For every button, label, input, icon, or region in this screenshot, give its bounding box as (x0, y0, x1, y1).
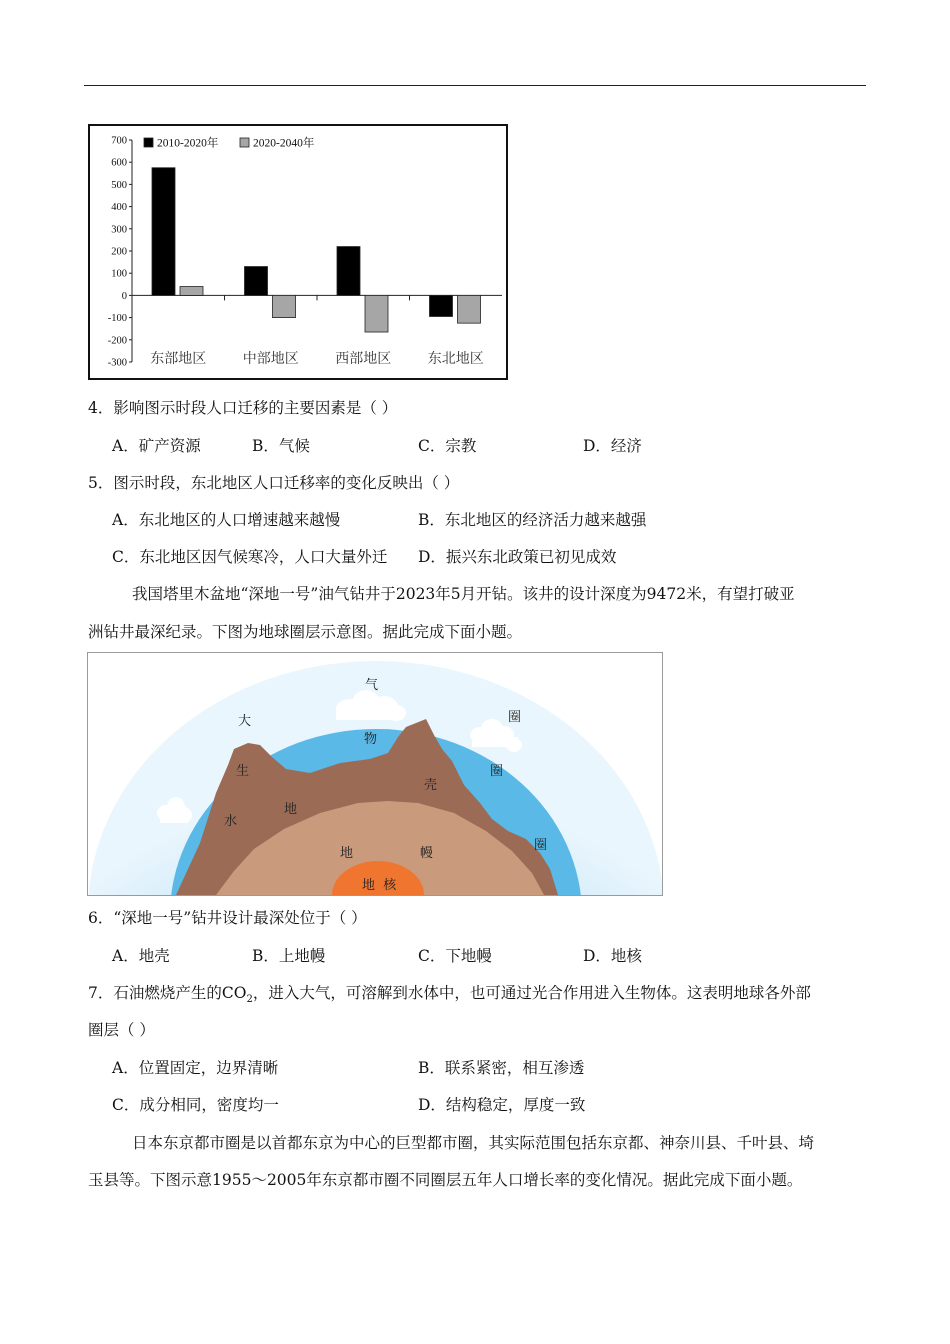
bar-series2 (458, 295, 481, 323)
q6-option-c[interactable]: C．下地幔 (418, 947, 492, 965)
q5-option-c[interactable]: C．东北地区因气候寒冷，人口大量外迁 (112, 548, 388, 566)
earth-spheres-canvas (88, 653, 662, 895)
chart-canvas (90, 126, 506, 378)
y-tick-label: 400 (111, 202, 127, 214)
passage-1-line-2: 洲钻井最深纪录。下图为地球圈层示意图。据此完成下面小题。 (88, 623, 523, 641)
y-tick-label: -300 (107, 357, 127, 369)
q4-option-d[interactable]: D．经济 (583, 437, 642, 455)
q7-option-d[interactable]: D．结构稳定，厚度一致 (418, 1096, 586, 1114)
legend-label: 2020-2040年 (253, 137, 315, 150)
label-core: 地 核 (362, 878, 397, 893)
y-tick-label: 100 (111, 268, 127, 280)
y-tick-label: 600 (111, 157, 127, 169)
legend-swatch (144, 138, 153, 147)
q5-option-a[interactable]: A．东北地区的人口增速越来越慢 (112, 511, 341, 529)
bar-series2 (365, 295, 388, 332)
q5-option-d[interactable]: D．振兴东北政策已初见成效 (418, 548, 617, 566)
q7-option-a[interactable]: A．位置固定，边界清晰 (112, 1059, 279, 1077)
q7-stem-subscript: 2 (246, 994, 253, 1006)
bar-series1 (152, 168, 175, 296)
bar-series2 (180, 287, 203, 296)
category-label: 中部地区 (242, 351, 299, 367)
label-da: 大 (238, 714, 252, 729)
label-quan2: 圈 (490, 764, 504, 779)
earth-spheres-diagram (87, 652, 663, 896)
q4-stem: 4．影响图示时段人口迁移的主要因素是（ ） (88, 399, 398, 417)
legend-swatch (240, 138, 249, 147)
category-label: 东北地区 (427, 351, 484, 367)
y-tick-label: 500 (111, 179, 127, 191)
passage-1-line-1: 我国塔里木盆地“深地一号”油气钻井于2023年5月开钻。该井的设计深度为9472米，有望打破亚 (132, 585, 795, 603)
bar-series1 (337, 247, 360, 296)
q6-option-d[interactable]: D．地核 (583, 947, 642, 965)
label-ke: 壳 (424, 778, 438, 793)
q5-option-b[interactable]: B．东北地区的经济活力越来越强 (418, 511, 647, 529)
passage-2-line-2: 玉县等。下图示意1955～2005年东京都市圈不同圈层五年人口增长率的变化情况。据此完成下面小题。 (88, 1171, 803, 1189)
label-di1: 地 (284, 802, 298, 817)
q6-option-a[interactable]: A．地壳 (112, 947, 170, 965)
y-tick-label: 700 (111, 135, 127, 147)
label-wu: 物 (364, 732, 378, 747)
passage-2-line-1: 日本东京都市圈是以首都东京为中心的巨型都市圈，其实际范围包括东京都、神奈川县、千叶县、埼 (132, 1134, 815, 1152)
legend-label: 2010-2020年 (157, 137, 219, 150)
y-tick-label: 300 (111, 224, 127, 236)
q4-option-a[interactable]: A．矿产资源 (112, 437, 201, 455)
header-rule (84, 85, 866, 86)
category-label: 东部地区 (150, 351, 207, 367)
label-quan3: 圈 (534, 838, 548, 853)
q4-option-c[interactable]: C．宗教 (418, 437, 477, 455)
label-quan1: 圈 (508, 710, 522, 725)
label-man: 幔 (420, 846, 434, 861)
bar-series1 (430, 295, 453, 316)
label-shui: 水 (224, 814, 238, 829)
q5-stem: 5．图示时段，东北地区人口迁移率的变化反映出（ ） (88, 474, 460, 492)
bar-series2 (273, 295, 296, 317)
label-sheng: 生 (236, 764, 250, 779)
y-tick-label: 200 (111, 246, 127, 258)
y-tick-label: -200 (107, 335, 127, 347)
migration-bar-chart (88, 124, 508, 380)
y-tick-label: -100 (107, 313, 127, 325)
label-di2: 地 (340, 846, 354, 861)
q7-stem-part1: 7．石油燃烧产生的CO (88, 984, 247, 1002)
q7-option-c[interactable]: C．成分相同，密度均一 (112, 1096, 279, 1114)
q7-stem-part2: ，进入大气，可溶解到水体中，也可通过光合作用进入生物体。这表明地球各外部 (252, 984, 811, 1002)
q6-stem: 6．“深地一号”钻井设计最深处位于（ ） (88, 909, 367, 927)
category-label: 西部地区 (335, 351, 392, 367)
bar-series1 (245, 267, 268, 296)
q4-option-b[interactable]: B．气候 (252, 437, 310, 455)
q6-option-b[interactable]: B．上地幔 (252, 947, 326, 965)
q7-option-b[interactable]: B．联系紧密，相互渗透 (418, 1059, 585, 1077)
label-qi: 气 (365, 678, 379, 693)
q7-stem-line2: 圈层（ ） (88, 1021, 155, 1039)
q7-stem (88, 983, 811, 1010)
y-tick-label: 0 (121, 290, 127, 302)
